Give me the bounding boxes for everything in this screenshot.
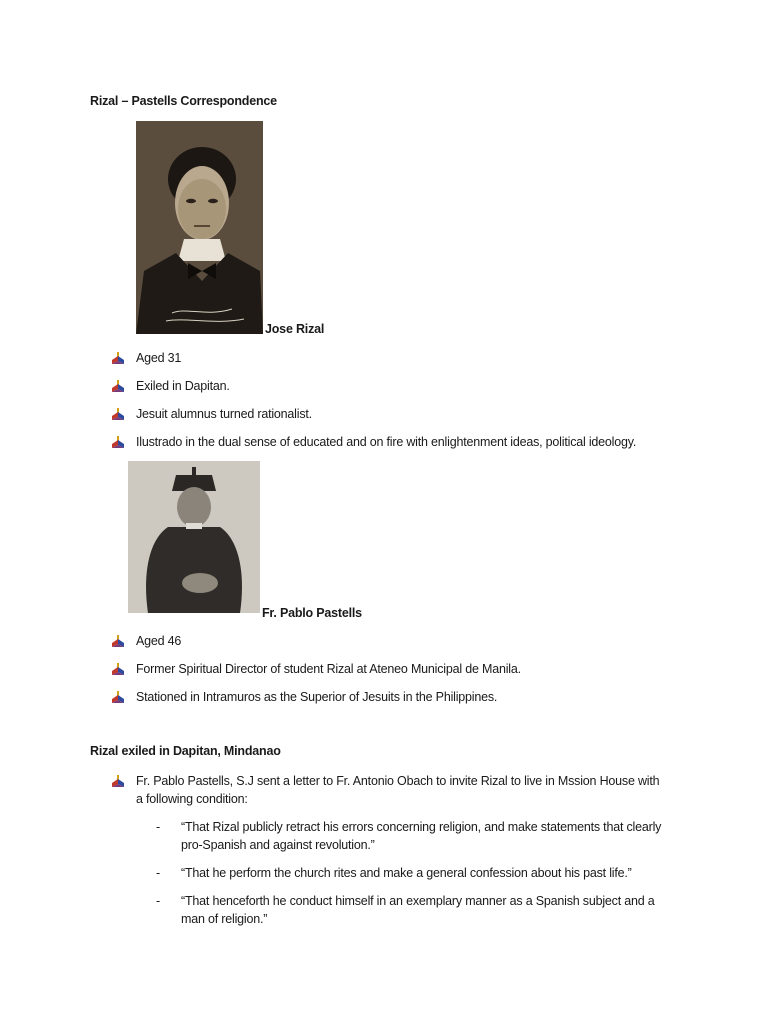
list-item: - “That Rizal publicly retract his errors concerning religion, and make statements that clearly pro-Spanish and against revolution.” xyxy=(156,820,662,852)
page-title: Rizal – Pastells Correspondence xyxy=(90,94,277,108)
list-item: Aged 46 xyxy=(112,632,732,650)
bullet-icon xyxy=(112,352,124,364)
bullet-icon xyxy=(112,775,124,787)
list-item: Former Spiritual Director of student Rizal at Ateneo Municipal de Manila. xyxy=(112,660,732,678)
bullet-icon xyxy=(112,635,124,647)
section-heading: Rizal exiled in Dapitan, Mindanao xyxy=(90,744,281,758)
dash-marker: - xyxy=(156,866,160,880)
list-item: Fr. Pablo Pastells, S.J sent a letter to Fr. Antonio Obach to invite Rizal to live in Mssion House with a following condition: xyxy=(112,772,660,808)
dash-marker: - xyxy=(156,820,160,834)
list-item: Stationed in Intramuros as the Superior of Jesuits in the Philippines. xyxy=(112,688,732,706)
rizal-bullet-list xyxy=(112,349,732,451)
bullet-icon xyxy=(112,380,124,392)
list-item: Ilustrado in the dual sense of educated and on fire with enlightenment ideas, political ideology. xyxy=(112,433,732,451)
rizal-caption: Jose Rizal xyxy=(265,322,325,336)
pastells-caption: Fr. Pablo Pastells xyxy=(262,606,362,620)
list-item: Exiled in Dapitan. xyxy=(112,377,732,395)
list-item: - “That he perform the church rites and make a general confession about his past life.” xyxy=(156,866,632,880)
dash-marker: - xyxy=(156,894,160,908)
pastells-bullet-list xyxy=(112,632,732,706)
pastells-photo xyxy=(128,461,260,613)
section2-bullet-list xyxy=(112,772,660,808)
bullet-icon xyxy=(112,691,124,703)
bullet-icon xyxy=(112,436,124,448)
list-item: Jesuit alumnus turned rationalist. xyxy=(112,405,732,423)
bullet-icon xyxy=(112,408,124,420)
bullet-icon xyxy=(112,663,124,675)
conditions-list xyxy=(156,818,666,928)
list-item: Aged 31 xyxy=(112,349,732,367)
list-item: - “That henceforth he conduct himself in an exemplary manner as a Spanish subject and a man of religion.” xyxy=(156,894,655,926)
rizal-photo xyxy=(136,121,263,334)
